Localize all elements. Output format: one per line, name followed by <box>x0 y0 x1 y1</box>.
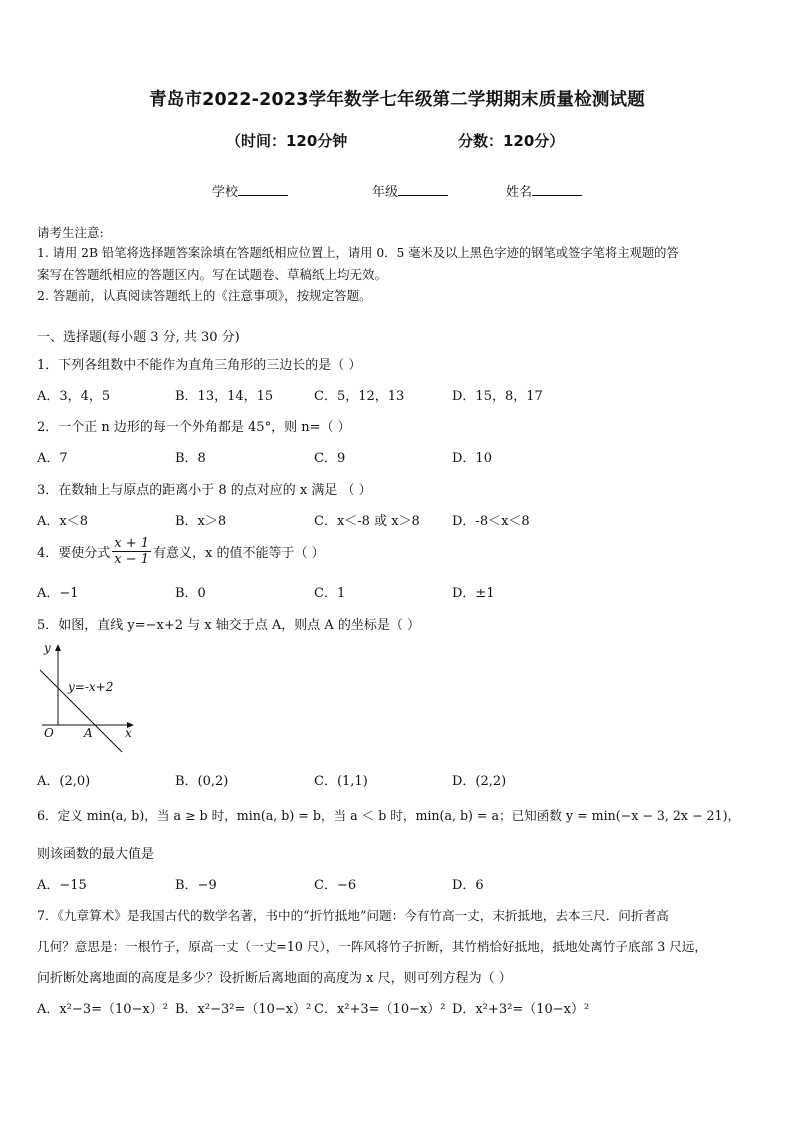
q2-option-b[interactable]: B．8 <box>175 451 206 466</box>
notice-line-2: 案写在答题纸相应的答题区内。写在试题卷、草稿纸上均无效。 <box>37 267 388 282</box>
q5-figure <box>36 640 146 755</box>
q4-stem-post: 有意义，x 的值不能等于（ ） <box>153 546 325 561</box>
q7-line-2: 几何？意思是：一根竹子，原高一丈（一丈=10 尺），一阵风将竹子折断，其竹梢恰好抵地，抵地处离竹子底部 3 尺远， <box>37 939 707 954</box>
q5-option-d[interactable]: D．(2,2) <box>452 774 507 789</box>
q1-option-b[interactable]: B．13，14，15 <box>175 389 274 404</box>
notice-line-3: 2. 答题前，认真阅读答题纸上的《注意事项》，按规定答题。 <box>37 288 372 303</box>
section-heading: 一、选择题(每小题 3 分, 共 30 分) <box>37 330 240 345</box>
q6-option-b[interactable]: B．−9 <box>175 878 217 893</box>
q2-option-d[interactable]: D．10 <box>452 451 492 466</box>
y-axis-arrow <box>55 644 61 651</box>
q5-option-b[interactable]: B．(0,2) <box>175 774 229 789</box>
grade-field <box>372 181 448 200</box>
origin-label: O <box>44 726 54 740</box>
q6-line-1: 6．定义 min(a, b)，当 a ≥ b 时，min(a, b) = b，当 a ＜ b 时，min(a, b) = a；已知函数 y = min(−x − 3, 2x − 21)， <box>37 808 741 823</box>
y-axis-label: y <box>44 641 51 655</box>
q4-option-b[interactable]: B．0 <box>175 586 206 601</box>
q3-stem: 3．在数轴上与原点的距离小于 8 的点对应的 x 满足 （ ） <box>37 483 372 498</box>
q6-option-a[interactable]: A．−15 <box>37 878 87 893</box>
q1-option-c[interactable]: C．5，12，13 <box>314 389 405 404</box>
q4-option-c[interactable]: C．1 <box>314 586 346 601</box>
school-label: 学校 <box>212 185 239 200</box>
q7-line-1: 7．《九章算术》是我国古代的数学名著，书中的“折竹抵地”问题：今有竹高一丈，末折抵地，去本三尺．问折者高 <box>37 908 669 923</box>
q3-option-c[interactable]: C．x＜-8 或 x＞8 <box>314 514 420 529</box>
q3-option-b[interactable]: B．x＞8 <box>175 514 227 529</box>
q5-stem: 5．如图，直线 y=−x+2 与 x 轴交于点 A，则点 A 的坐标是（ ） <box>37 618 421 633</box>
q1-option-a[interactable]: A．3，4，5 <box>37 389 111 404</box>
exam-title: 青岛市2022-2023学年数学七年级第二学期期末质量检测试题 <box>149 90 645 110</box>
q6-line-2: 则该函数的最大值是 <box>37 847 155 862</box>
exam-score: 分数：120分） <box>458 132 565 150</box>
q4-stem <box>37 536 325 567</box>
q7-option-a[interactable]: A．x²−3=（10−x）² <box>37 1002 168 1017</box>
q7-option-c[interactable]: C．x²+3=（10−x）² <box>314 1002 446 1017</box>
grade-label: 年级 <box>372 185 399 200</box>
q7-option-d[interactable]: D．x²+3²=（10−x）² <box>452 1002 590 1017</box>
q2-stem: 2．一个正 n 边形的每一个外角都是 45°，则 n=（ ） <box>37 420 351 435</box>
name-field <box>506 181 582 200</box>
q6-option-d[interactable]: D．6 <box>452 878 484 893</box>
exam-time: （时间：120分钟 <box>226 132 348 150</box>
q4-numerator: x + 1 <box>114 536 150 551</box>
line-equation-label: y=-x+2 <box>68 680 114 694</box>
q1-stem: 1．下列各组数中不能作为直角三角形的三边长的是（ ） <box>37 358 362 373</box>
point-a-label: A <box>84 726 93 740</box>
q7-option-b[interactable]: B．x²−3²=（10−x）² <box>175 1002 312 1017</box>
name-blank[interactable] <box>532 183 582 196</box>
q4-fraction <box>112 536 151 567</box>
school-blank[interactable] <box>238 183 288 196</box>
grade-blank[interactable] <box>398 183 448 196</box>
q5-option-c[interactable]: C．(1,1) <box>314 774 368 789</box>
q2-option-c[interactable]: C．9 <box>314 451 346 466</box>
q4-option-d[interactable]: D．±1 <box>452 586 495 601</box>
q2-option-a[interactable]: A．7 <box>37 451 68 466</box>
x-axis-label: x <box>125 726 132 740</box>
notice-heading: 请考生注意: <box>37 225 104 240</box>
q4-stem-pre: 4．要使分式 <box>37 546 111 561</box>
q4-denominator: x − 1 <box>114 552 150 567</box>
q7-line-3: 问折断处离地面的高度是多少？设折断后离地面的高度为 x 尺，则可列方程为（ ） <box>37 971 512 986</box>
q4-option-a[interactable]: A．−1 <box>37 586 79 601</box>
school-field <box>212 181 288 200</box>
q3-option-a[interactable]: A．x＜8 <box>37 514 88 529</box>
name-label: 姓名 <box>506 185 533 200</box>
q6-option-c[interactable]: C．−6 <box>314 878 357 893</box>
q1-option-d[interactable]: D．15，8，17 <box>452 389 543 404</box>
notice-line-1: 1. 请用 2B 铅笔将选择题答案涂填在答题纸相应位置上，请用 0．5 毫米及以上黑色字迹的钢笔或签字笔将主观题的答 <box>37 246 679 260</box>
q3-option-d[interactable]: D．-8＜x＜8 <box>452 514 530 529</box>
q5-option-a[interactable]: A．(2,0) <box>37 774 91 789</box>
